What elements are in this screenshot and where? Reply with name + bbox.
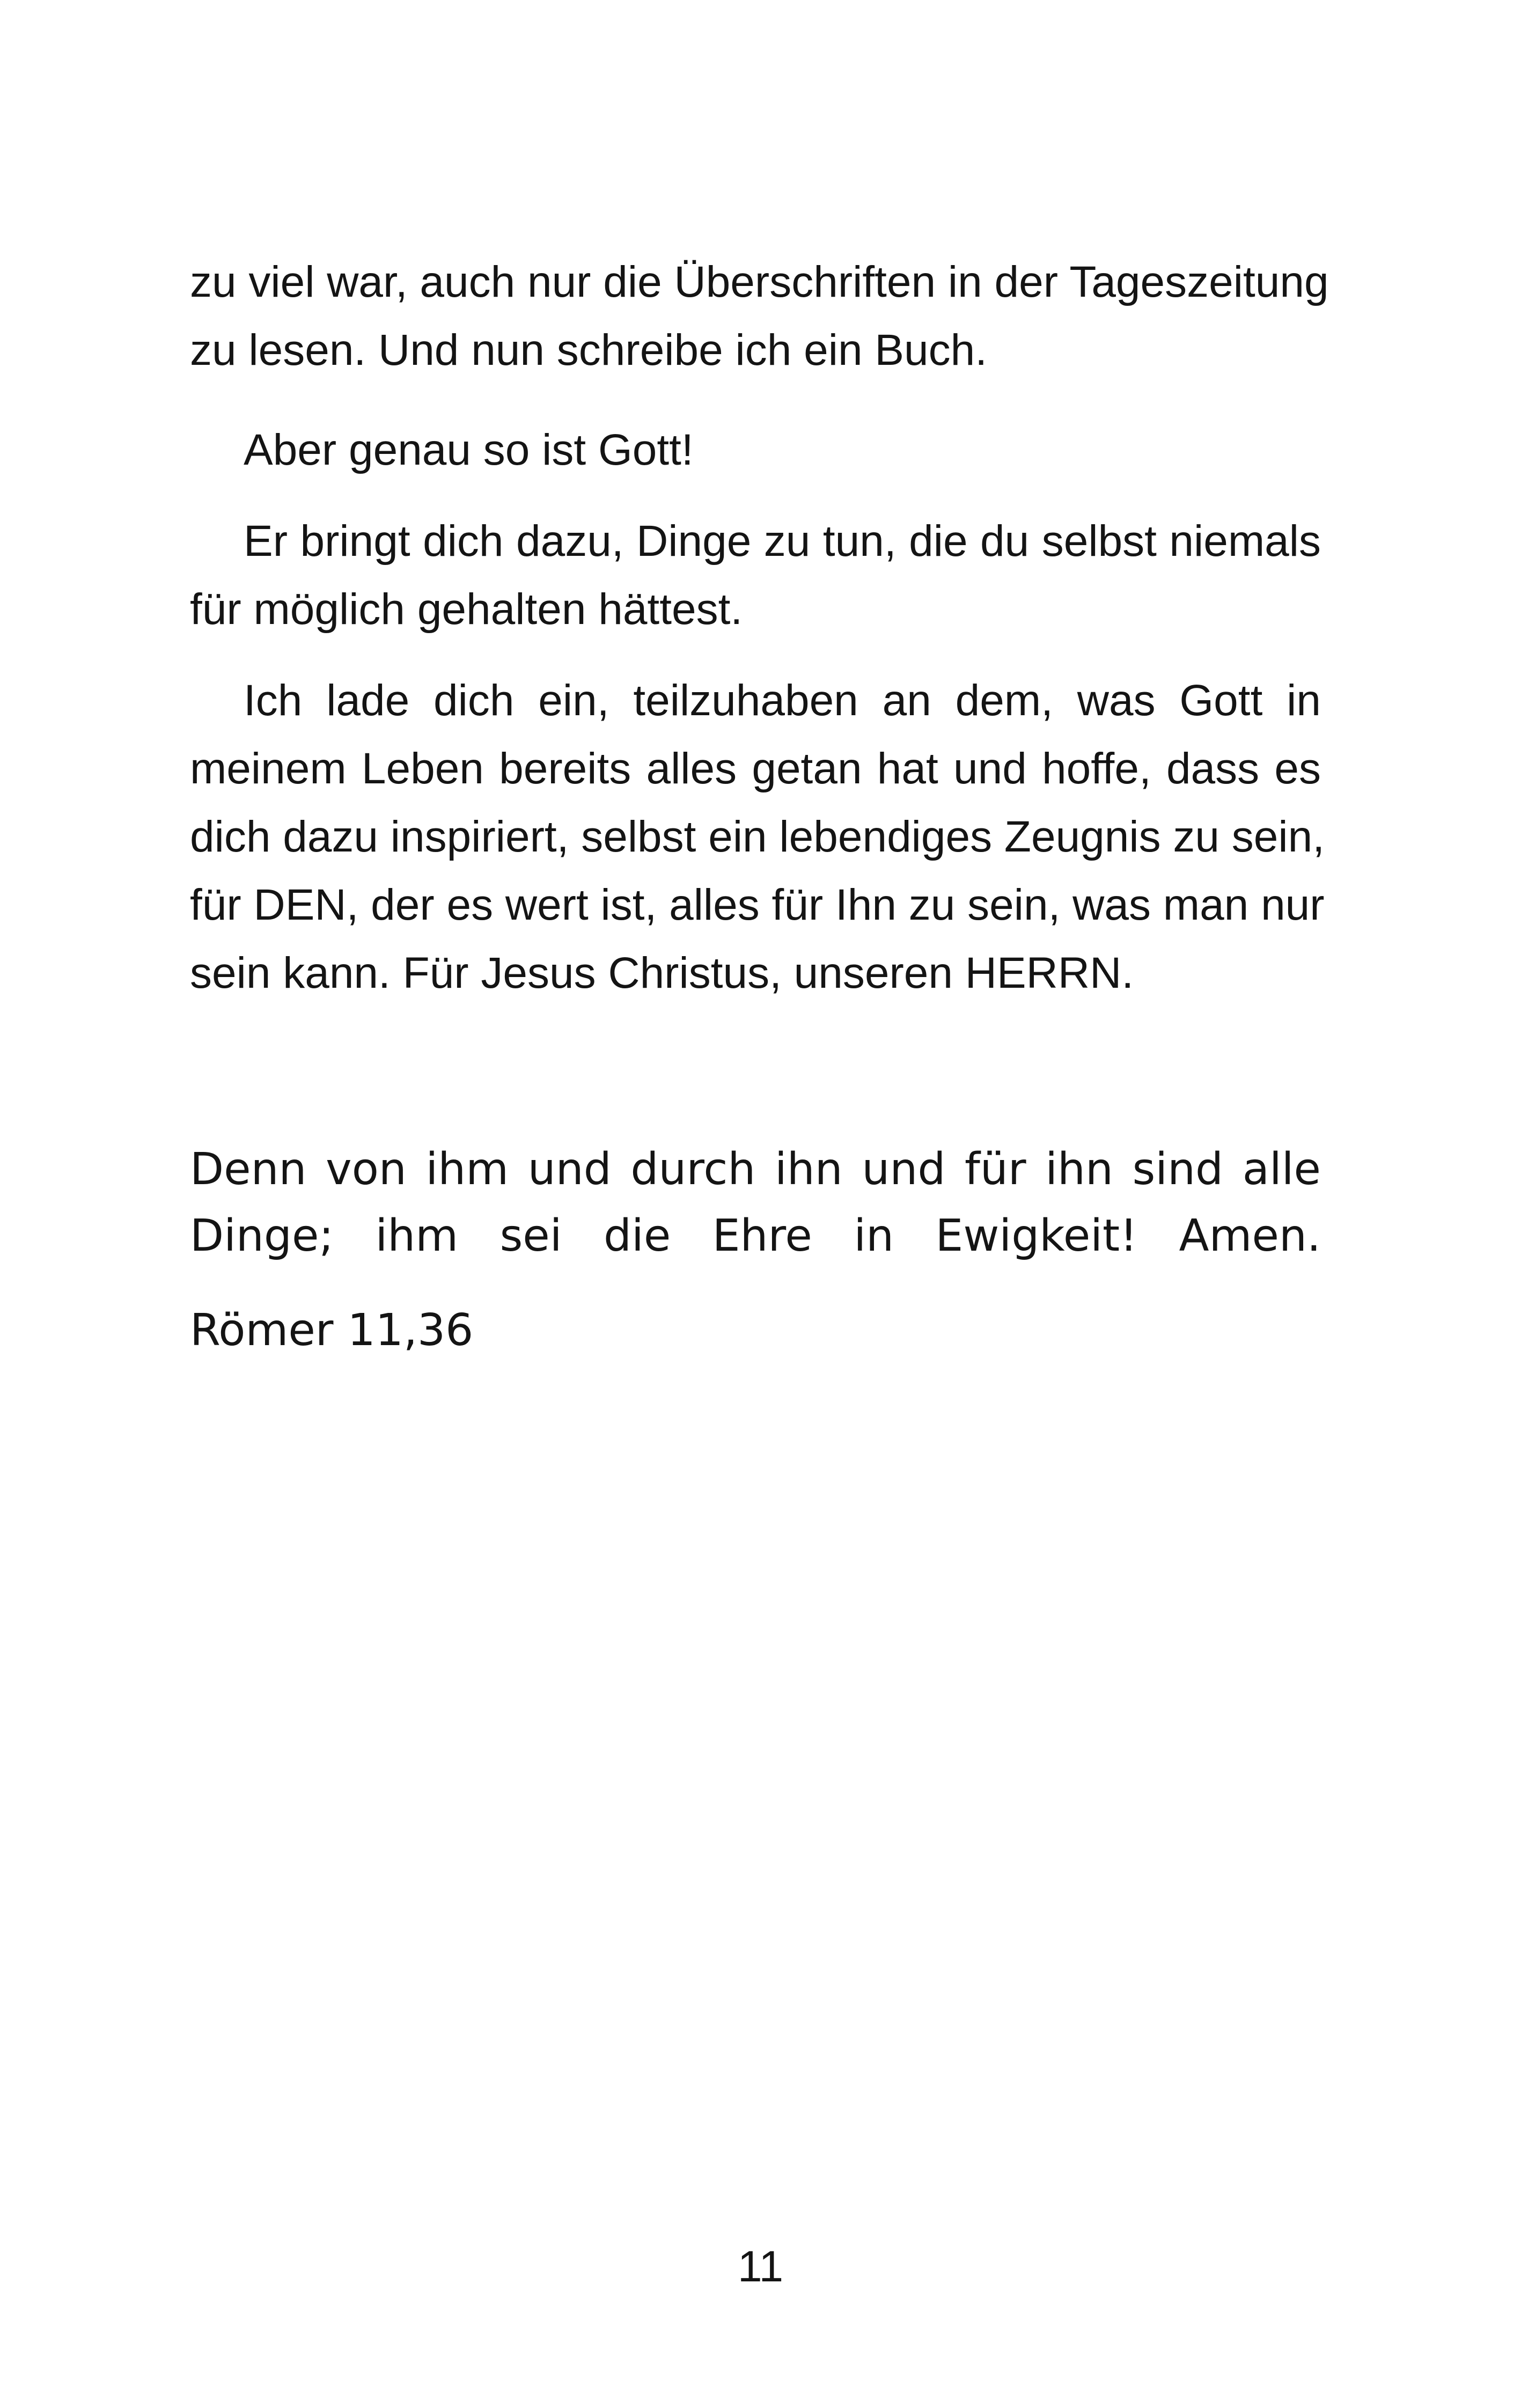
text-line: zu lesen. Und nun schreibe ich ein Buch. [190,326,988,375]
quote-reference: Römer 11,36 [190,1305,474,1356]
text-line: für möglich gehalten hättest. [190,585,743,634]
quote-line: Dinge; ihm sei die Ehre in Ewigkeit! Amen. [190,1210,1321,1261]
paragraph-exclamation [190,416,1321,484]
bible-quote [190,1136,1321,1269]
text-line: Ich lade dich ein, teilzuhaben an dem, was Gott in [244,676,1321,725]
paragraph-god-enables [190,507,1321,643]
quote-line: Denn von ihm und durch ihn und für ihn sind alle [190,1144,1321,1195]
paragraph-invitation [190,666,1325,1007]
text-line: meinem Leben bereits alles getan hat und hoffe, dass es [190,744,1321,793]
paragraph-continuation [190,248,1329,384]
text-line: zu viel war, auch nur die Überschriften in der Tageszeitung [190,258,1329,306]
text-line: dich dazu inspiriert, selbst ein lebendiges Zeugnis zu sein, [190,812,1325,861]
text-line: Aber genau so ist Gott! [244,425,694,474]
page-number: 11 [737,2242,784,2291]
text-line: für DEN, der es wert ist, alles für Ihn zu sein, was man nur [190,880,1325,929]
text-line: sein kann. Für Jesus Christus, unseren HERRN. [190,949,1134,997]
text-line: Er bringt dich dazu, Dinge zu tun, die du selbst niemals [244,517,1321,566]
